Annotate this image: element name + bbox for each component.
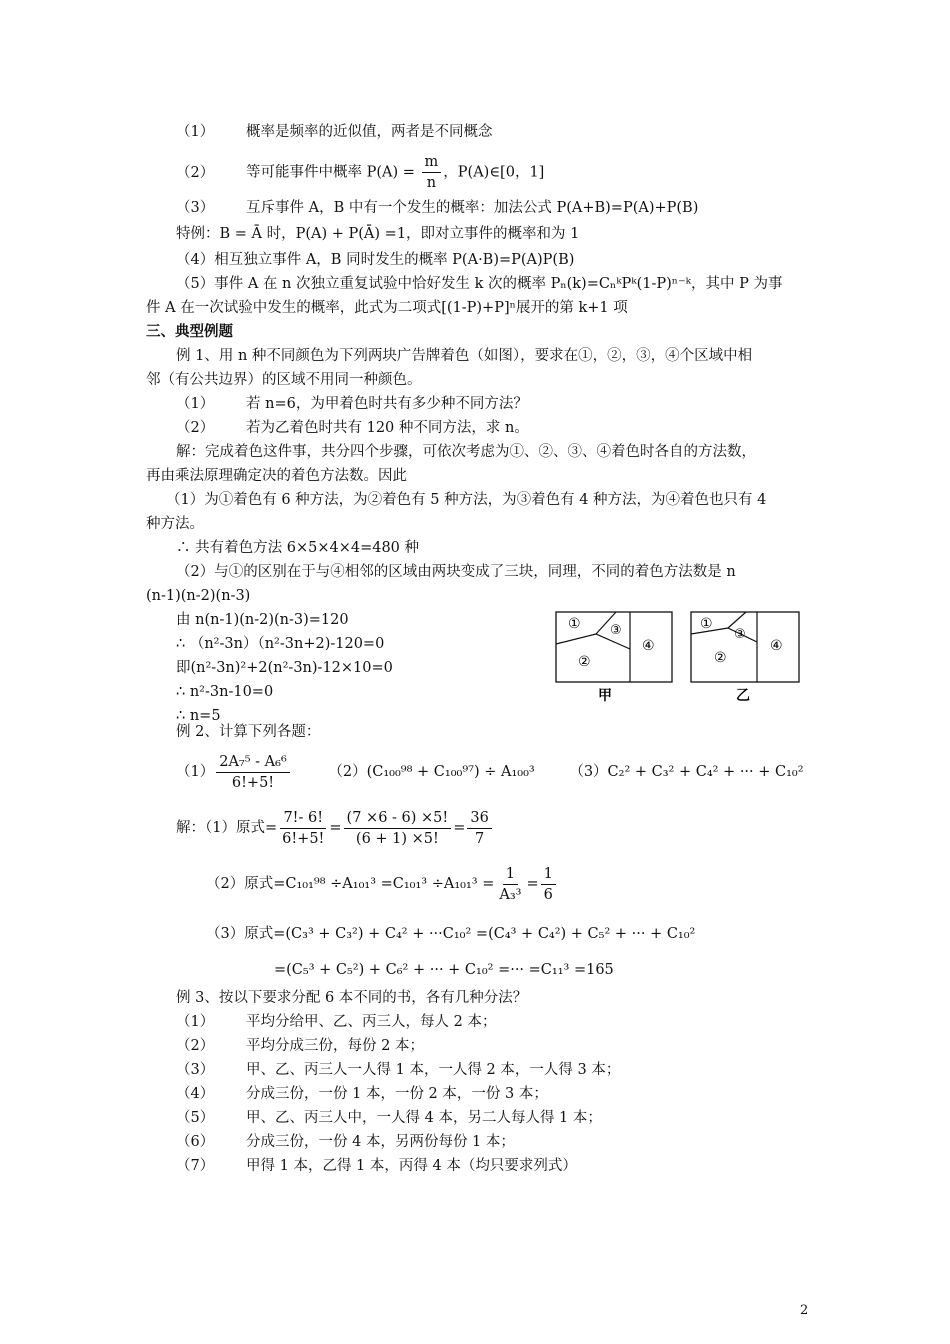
ex3-item: （3） 甲、乙、丙三人一人得 1 本，一人得 2 本，一人得 3 本； <box>176 1062 621 1078</box>
ex1-q1: （1） 若 n=6，为甲着色时共有多少种不同方法？ <box>176 396 528 412</box>
ex1-eq3: 即(n²-3n)²+2(n²-3n)-12×10=0 <box>176 660 393 676</box>
ex1-a2-line1: （2）与①的区别在于与④相邻的区域由两块变成了三块，同理，不同的着色方法数是 n <box>176 564 736 580</box>
yi-region-4: ④ <box>770 638 783 654</box>
ex1-eq4: ∴ n²-3n-10=0 <box>176 684 274 700</box>
ex3-item: （1） 平均分给甲、乙、丙三人，每人 2 本； <box>176 1014 497 1030</box>
jia-region-4: ④ <box>642 638 655 654</box>
prop-5-line1: （5）事件 A 在 n 次独立重复试验中恰好发生 k 次的概率 Pₙ(k)=CₙᵏPᵏ(1-P)ⁿ⁻ᵏ，其中 P 为事 <box>176 276 783 292</box>
ex3-item: （2） 平均分成三份，每份 2 本； <box>176 1038 424 1054</box>
billboard-yi <box>691 612 799 704</box>
ex1-a1-total: ∴ 共有着色方法 6×5×4×4=480 种 <box>176 540 420 556</box>
jia-region-1: ① <box>568 616 581 632</box>
jia-label: 甲 <box>598 688 612 704</box>
prop-2: （2） 等可能事件中概率 P(A) = $\frac{m}{n}$ ，P(A)∈[0，1] <box>176 154 545 191</box>
ex1-a2-line2: (n-1)(n-2)(n-3) <box>146 588 251 604</box>
yi-region-1: ① <box>700 616 713 632</box>
prop-1: （1） 概率是频率的近似值，两者是不同概念 <box>176 124 493 140</box>
ex1-q2: （2） 若为乙着色时共有 120 种不同方法，求 n。 <box>176 420 529 436</box>
ex1-line1: 例 1、用 n 种不同颜色为下列两块广告牌着色（如图），要求在①，②，③，④个区域中相 <box>176 348 753 364</box>
ex2-sol1: 解：（1）原式= $\frac{7!- 6!}{6!+5!}$ = $\frac{(7 \times 6 - 6) \times 5!}{(6 + 1) \times 5!}$ = $\frac{36}{7}$ <box>176 806 494 850</box>
ex3-item: （7） 甲得 1 本，乙得 1 本，丙得 4 本（均只要求列式） <box>176 1158 577 1174</box>
yi-region-3: ③ <box>734 627 746 642</box>
ex1-sol2: 再由乘法原理确定决的着色方法数。因此 <box>146 468 407 484</box>
billboard-figure <box>550 604 810 704</box>
ex1-a1-line1: （1）为①着色有 6 种方法，为②着色有 5 种方法，为③着色有 4 种方法，为④着色也只有 4 <box>166 492 767 508</box>
prop-5-line2: 件 A 在一次试验中发生的概率，此式为二项式[(1-P)+P]ⁿ展开的第 k+1 项 <box>146 300 628 316</box>
ex2-questions: （1） $\frac{\text{2A₇⁵ - A₆⁶}}{6!+5!}$ （2）(C₁₀₀⁹⁸ + C₁₀₀⁹⁷) ÷ A₁₀₀³ （3）C₂² + C₃² + C₄² + ··· + C₁₀² <box>176 753 804 791</box>
prop-2-fraction: $\frac{m}{n}$ <box>422 152 442 193</box>
billboard-jia <box>556 612 672 704</box>
jia-region-3: ③ <box>610 623 622 638</box>
prop-special: 特例：B = Ā 时，P(A) + P(Ā) =1，即对立事件的概率和为 1 <box>176 226 580 242</box>
yi-label: 乙 <box>736 688 750 704</box>
ex2-q1-fraction: $\frac{\text{2A₇⁵ - A₆⁶}}{6!+5!}$ <box>216 752 290 793</box>
prop-3: （3） 互斥事件 A，B 中有一个发生的概率：加法公式 P(A+B)=P(A)+P(B) <box>176 200 699 216</box>
ex1-eq1: 由 n(n-1)(n-2)(n-3)=120 <box>176 612 349 628</box>
jia-region-2: ② <box>578 654 591 670</box>
section-title: 三、典型例题 <box>146 324 233 340</box>
ex1-line2: 邻（有公共边界）的区域不用同一种颜色。 <box>146 372 422 388</box>
ex2-sol2: （2）原式=C₁₀₁⁹⁸ ÷A₁₀₁³ =C₁₀₁³ ÷A₁₀₁³ = $\frac{1}{\text{A₃³}}$ = $\frac{1}{6}$ <box>206 862 558 906</box>
ex3-item: （6） 分成三份，一份 4 本，另两份每份 1 本； <box>176 1134 515 1150</box>
ex2-sol3-line2: =(C₅³ + C₅²) + C₆² + ··· + C₁₀² =··· =C₁₁³ =165 <box>274 962 614 978</box>
ex3-title: 例 3、按以下要求分配 6 本不同的书，各有几种分法？ <box>176 990 528 1006</box>
ex1-a1-line2: 种方法。 <box>146 516 204 532</box>
prop-4: （4）相互独立事件 A，B 同时发生的概率 P(A·B)=P(A)P(B) <box>176 252 575 268</box>
ex1-eq5: ∴ n=5 <box>176 708 221 724</box>
ex1-sol1: 解：完成着色这件事，共分四个步骤，可依次考虑为①、②、③、④着色时各自的方法数， <box>176 444 756 460</box>
page-number: 2 <box>800 1303 809 1318</box>
ex3-item: （4） 分成三份，一份 1 本，一份 2 本，一份 3 本； <box>176 1086 548 1102</box>
ex2-sol3-line1: （3）原式=(C₃³ + C₃²) + C₄² + ···C₁₀² =(C₄³ + C₄²) + C₅² + ··· + C₁₀² <box>206 926 696 942</box>
ex2-title: 例 2、计算下列各题： <box>176 724 321 740</box>
ex1-eq2: ∴ （n²-3n）（n²-3n+2)-120=0 <box>176 636 385 652</box>
yi-region-2: ② <box>714 650 727 666</box>
ex3-item: （5） 甲、乙、丙三人中，一人得 4 本，另二人每人得 1 本； <box>176 1110 602 1126</box>
